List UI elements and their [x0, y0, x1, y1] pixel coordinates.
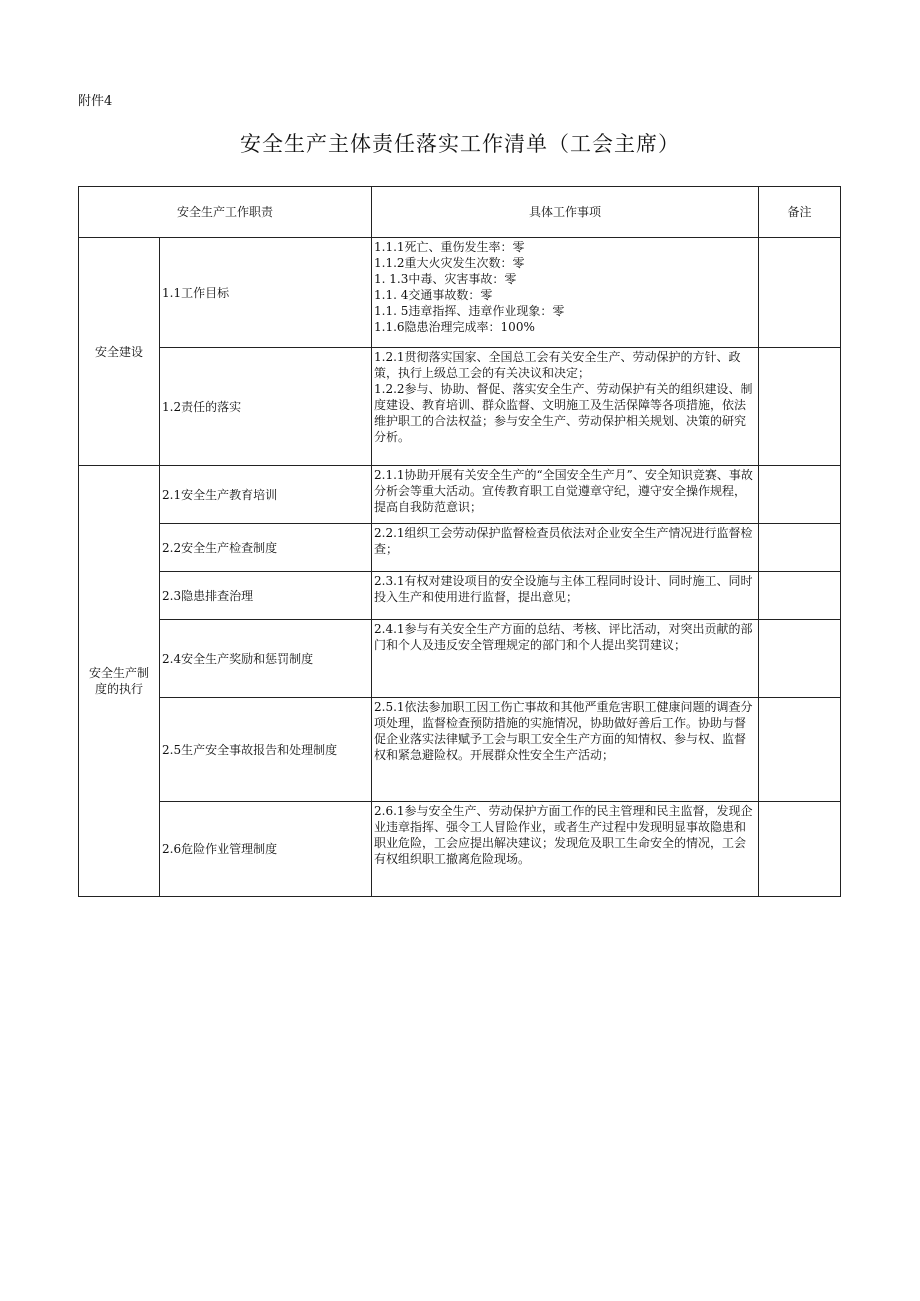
item-cell: 1.1工作目标: [160, 238, 372, 348]
note-cell: [759, 802, 841, 897]
item-cell: 2.2安全生产检查制度: [160, 524, 372, 572]
detail-cell: [372, 698, 759, 802]
header-detail: 具体工作事项: [372, 187, 759, 238]
table-row: [79, 466, 841, 524]
detail-cell: [372, 238, 759, 348]
table-row: [79, 524, 841, 572]
item-cell: 2.3隐患排查治理: [160, 572, 372, 620]
detail-line: 2.5.1依法参加职工因工伤亡事故和其他严重危害职工健康问题的调查分项处理，监督检查预防措施的实施情况，协助做好善后工作。协助与督促企业落实法律赋予工会与职工安全生产方面的知情权、参与权、监督权和紧急避险权。开展群众性安全生产活动；: [374, 700, 753, 762]
page-title: 安全生产主体责任落实工作清单（工会主席）: [240, 132, 680, 156]
table-row: [79, 698, 841, 802]
item-cell: 2.5生产安全事故报告和处理制度: [160, 698, 372, 802]
detail-line: 2.2.1组织工会劳动保护监督检查员依法对企业安全生产情况进行监督检查；: [374, 526, 753, 556]
header-duty: 安全生产工作职责: [79, 187, 372, 238]
note-cell: [759, 698, 841, 802]
detail-cell: [372, 524, 759, 572]
detail-cell: [372, 802, 759, 897]
table-row: [79, 620, 841, 698]
detail-line: 1.1.6隐患治理完成率：100%: [374, 320, 535, 334]
item-cell: 2.6危险作业管理制度: [160, 802, 372, 897]
detail-line: 2.1.1协助开展有关安全生产的“全国安全生产月”、安全知识竞赛、事故分析会等重大活动。宣传教育职工自觉遵章守纪，遵守安全操作规程，提高自我防范意识；: [374, 468, 753, 514]
responsibility-table: [78, 186, 841, 897]
detail-cell: [372, 466, 759, 524]
table-row: [79, 348, 841, 466]
category-cell: 安全生产制度的执行: [79, 466, 160, 897]
detail-line: 2.6.1参与安全生产、劳动保护方面工作的民主管理和民主监督，发现企业违章指挥、强令工人冒险作业，或者生产过程中发现明显事故隐患和职业危险，工会应提出解决建议；发现危及职工生命安全的情况，工会有权组织职工撤离危险现场。: [374, 804, 753, 866]
detail-line: 1. 1.3中毒、灾害事故：零: [374, 272, 517, 286]
table-row: [79, 238, 841, 348]
note-cell: [759, 620, 841, 698]
detail-cell: [372, 572, 759, 620]
detail-line: 1.1. 4交通事故数：零: [374, 288, 493, 302]
table-row: [79, 802, 841, 897]
detail-line: 1.1.1死亡、重伤发生率：零: [374, 240, 525, 254]
note-cell: [759, 572, 841, 620]
detail-line: 2.3.1有权对建设项目的安全设施与主体工程同时设计、同时施工、同时投入生产和使用进行监督，提出意见；: [374, 574, 753, 604]
detail-line: 2.4.1参与有关安全生产方面的总结、考核、评比活动，对突出贡献的部门和个人及违反安全管理规定的部门和个人提出奖罚建议；: [374, 622, 753, 652]
detail-cell: [372, 348, 759, 466]
annex-label: 附件4: [78, 94, 113, 109]
detail-line: 1.2.1贯彻落实国家、全国总工会有关安全生产、劳动保护的方针、政策，执行上级总工会的有关决议和决定；: [374, 350, 741, 380]
detail-line: 1.1.2重大火灾发生次数：零: [374, 256, 525, 270]
note-cell: [759, 348, 841, 466]
item-cell: 2.1安全生产教育培训: [160, 466, 372, 524]
detail-line: 1.1. 5违章指挥、违章作业现象：零: [374, 304, 565, 318]
note-cell: [759, 238, 841, 348]
note-cell: [759, 466, 841, 524]
category-cell: 安全建设: [79, 238, 160, 466]
note-cell: [759, 524, 841, 572]
detail-cell: [372, 620, 759, 698]
item-cell: 1.2责任的落实: [160, 348, 372, 466]
table-header-row: [79, 187, 841, 238]
item-cell: 2.4安全生产奖励和惩罚制度: [160, 620, 372, 698]
header-note: 备注: [759, 187, 841, 238]
detail-line: 1.2.2参与、协助、督促、落实安全生产、劳动保护有关的组织建设、制度建设、教育培训、群众监督、文明施工及生活保障等各项措施，依法维护职工的合法权益；参与安全生产、劳动保护相关规划、决策的研究分析。: [374, 382, 753, 444]
table-row: [79, 572, 841, 620]
